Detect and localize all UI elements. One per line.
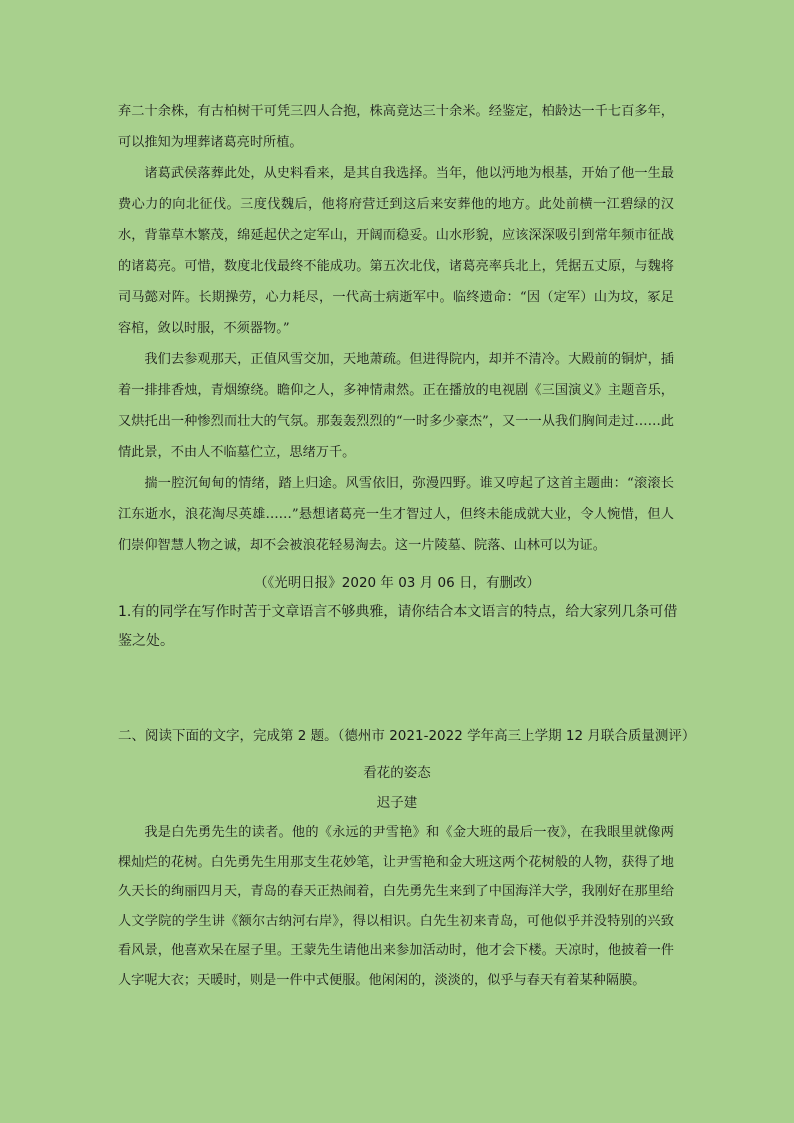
- section-2-paragraph-1: 我是白先勇先生的读者。他的《永远的尹雪艳》和《金大班的最后一夜》，在我眼里就像两棵灿烂的花树。白先勇先生用那支生花妙笔，让尹雪艳和金大班这两个花树般的人物，获得了地久天长的绚丽四月天，青岛的春天正热闹着，白先勇先生来到了中国海洋大学，我刚好在那里给人文学院的学生讲《额尔古纳河右岸》，得以相识。白先生初来青岛，可他似乎并没特别的兴致看风景，他喜欢呆在屋子里。王蒙先生请他出来参加活动时，他才会下楼。天凉时，他披着一件人字呢大衣；天暖时，则是一件中式便服。他闲闲的，淡淡的，似乎与春天有着某种隔膜。: [118, 825, 674, 988]
- passage1-paragraph-2: 诸葛武侯落葬此处，从史料看来，是其自我选择。当年，他以沔地为根基，开始了他一生最费心力的向北征伐。三度伐魏后，他将府营迁到这后来安葬他的地方。此处前横一江碧绿的汉水，背靠草木繁茂，绵延起伏之定军山，开阔而稳妥。山水形貌，应该深深吸引到常年频市征战的诸葛亮。可惜，数度北伐最终不能成功。第五次北伐，诸葛亮率兵北上，凭据五丈原，与魏将司马懿对阵。长期操劳，心力耗尽，一代高士病逝军中。临终遗命：“因（定军）山为坟，冢足容棺，敛以时服，不须器物。”: [118, 166, 674, 336]
- article-title: 看花的姿态: [363, 765, 431, 781]
- question-1: 1.有的同学在写作时苦于文章语言不够典雅，请你结合本文语言的特点，给大家列几条可借鉴之处。: [118, 604, 678, 649]
- passage1-paragraph-3: 我们去参观那天，正值风雪交加，天地萧疏。但进得院内，却并不清冷。大殿前的铜炉，插着一排排香烛，青烟缭绕。瞻仰之人，多神情肃然。正在播放的电视剧《三国演义》主题音乐，又烘托出一种惨烈而壮大的气氛。那轰轰烈烈的“一时多少豪杰”，又一一从我们胸间走过……此情此景，不由人不临墓伫立，思绪万千。: [118, 352, 674, 460]
- passage1-paragraph-1: 弃二十余株，有古柏树干可凭三四人合抱，株高竟达三十余米。经鉴定，柏龄达一千七百多年，可以推知为埋葬诸葛亮时所植。: [118, 104, 674, 150]
- article-author: 迟子建: [376, 795, 418, 811]
- passage1-paragraph-4: 揣一腔沉甸甸的情绪，踏上归途。风雪依旧，弥漫四野。谁又哼起了这首主题曲：“滚滚长江东逝水，浪花淘尽英雄……”悬想诸葛亮一生才智过人，但终未能成就大业，令人惋惜，但人们崇仰智慧人物之诚，却不会被浪花轻易淘去。这一片陵墓、院落、山林可以为证。: [118, 476, 674, 553]
- passage1-source: （《光明日报》2020 年 03 月 06 日，有删改）: [254, 575, 540, 591]
- section-2-heading: 二、阅读下面的文字，完成第 2 题。（德州市 2021-2022 学年高三上学期 12 月联合质量测评）: [118, 728, 696, 744]
